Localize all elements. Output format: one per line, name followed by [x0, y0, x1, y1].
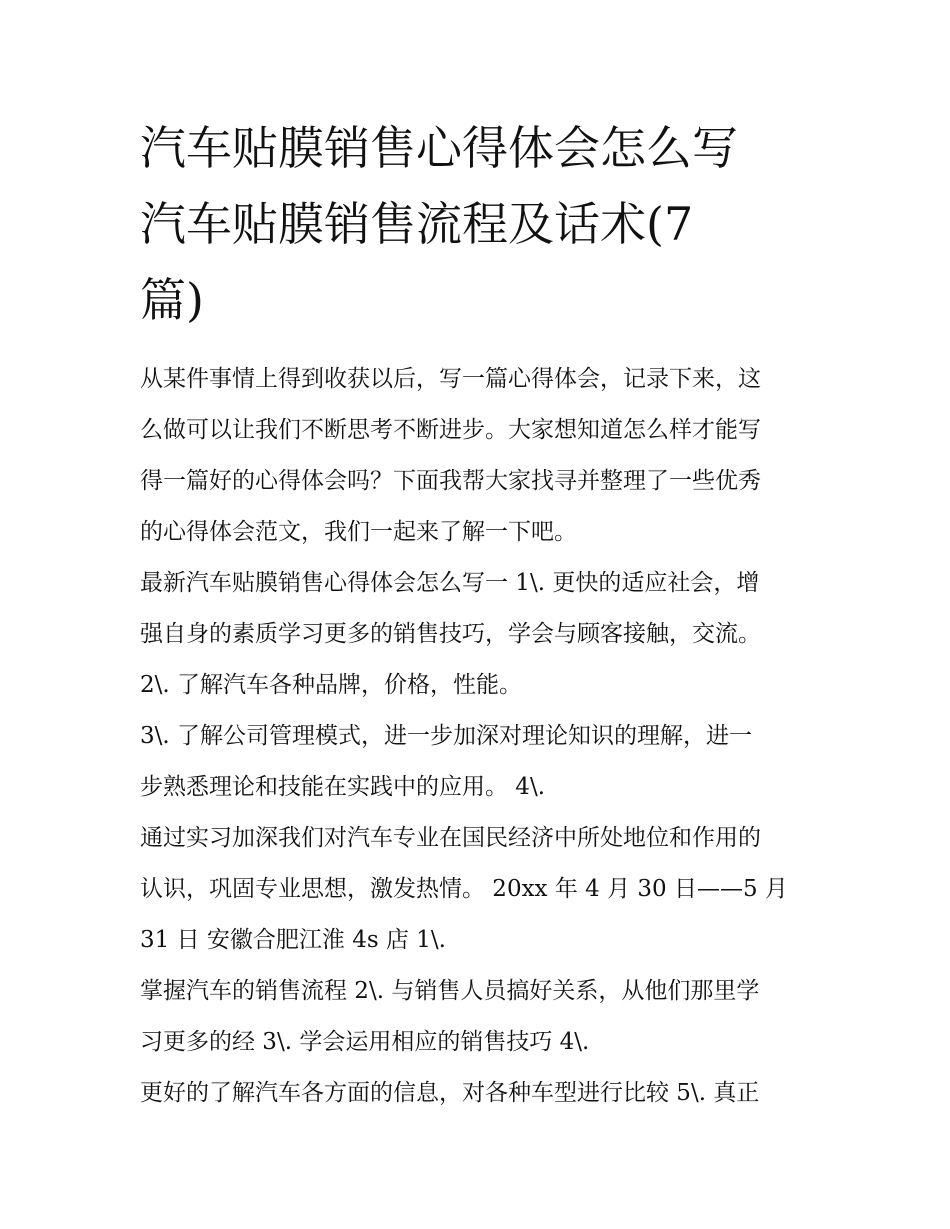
body-line-5: 最新汽车贴膜销售心得体会怎么写一 1\. 更快的适应社会，增 — [140, 570, 760, 596]
body-line-11: 认识，巩固专业思想，激发热情。 20xx 年 4 月 30 日——5 月 — [140, 876, 788, 902]
body-line-7: 2\. 了解汽车各种品牌，价格，性能。 — [140, 672, 523, 698]
title-line-1: 汽车贴膜销售心得体会怎么写 — [140, 121, 738, 175]
title-line-2: 汽车贴膜销售流程及话术(7 — [140, 197, 694, 251]
body-line-6: 强自身的素质学习更多的销售技巧，学会与顾客接触，交流。 — [140, 621, 761, 647]
document-body — [140, 354, 820, 1119]
body-line-15: 更好的了解汽车各方面的信息，对各种车型进行比较 5\. 真正 — [140, 1080, 760, 1106]
document-title — [140, 110, 820, 338]
body-line-3: 得一篇好的心得体会吗？下面我帮大家找寻并整理了一些优秀 — [140, 468, 761, 494]
body-line-9: 步熟悉理论和技能在实践中的应用。 4\. — [140, 774, 546, 800]
body-line-14: 习更多的经 3\. 学会运用相应的销售技巧 4\. — [140, 1029, 590, 1055]
body-line-2: 么做可以让我们不断思考不断进步。大家想知道怎么样才能写 — [140, 417, 761, 443]
title-line-3: 篇) — [140, 273, 204, 327]
body-line-10: 通过实习加深我们对汽车专业在国民经济中所处地位和作用的 — [140, 825, 761, 851]
body-line-13: 掌握汽车的销售流程 2\. 与销售人员搞好关系，从他们那里学 — [140, 978, 760, 1004]
body-line-1: 从某件事情上得到收获以后，写一篇心得体会，记录下来，这 — [140, 366, 761, 392]
body-line-4: 的心得体会范文，我们一起来了解一下吧。 — [140, 519, 577, 545]
body-line-8: 3\. 了解公司管理模式，进一步加深对理论知识的理解，进一 — [140, 723, 753, 749]
body-line-12: 31 日 安徽合肥江淮 4s 店 1\. — [140, 927, 446, 953]
